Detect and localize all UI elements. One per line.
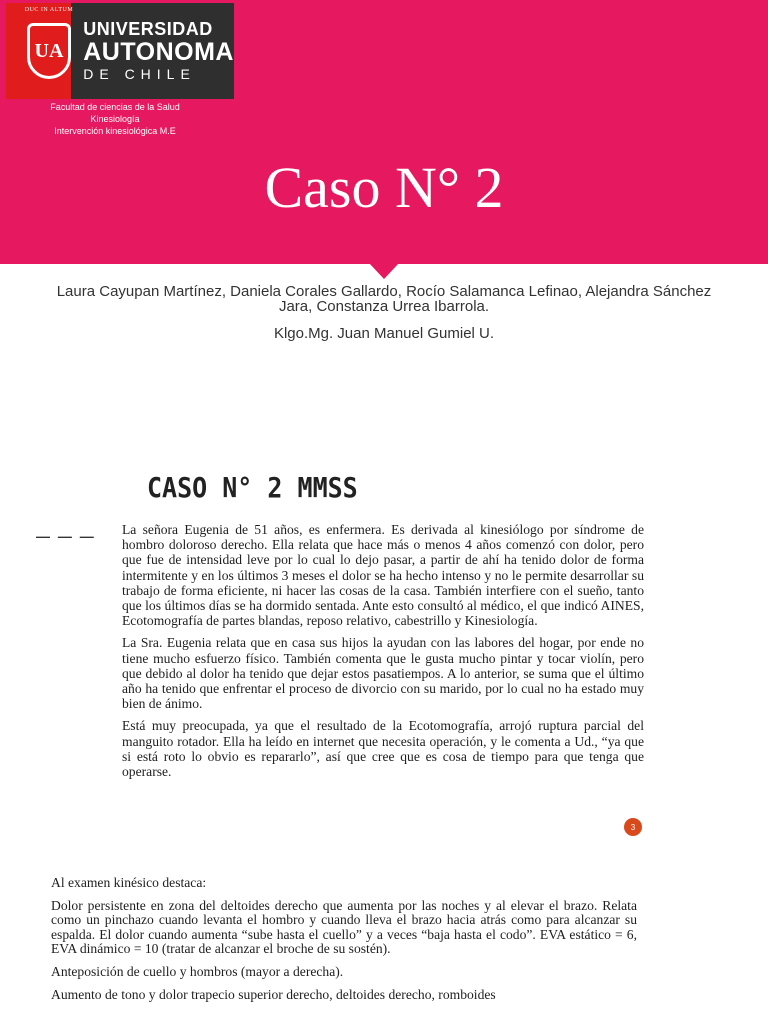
case-paragraph: Está muy preocupada, ya que el resultado de la Ecotomografía, arrojó ruptura parcial del manguito rotador. Ella ha leído en internet que necesita operación, y le comenta a Ud., “ya que si está roto lo obvio es repararlo”, así que cree que es cosa de tiempo para que tenga que operarse. — [122, 718, 644, 780]
page-number-badge: 3 — [624, 818, 642, 836]
logo-monogram: UA — [34, 39, 64, 62]
banner-pointer — [369, 263, 399, 279]
exam-paragraph: Anteposición de cuello y hombros (mayor a derecha). — [51, 963, 344, 979]
instructor-name: Klgo.Mg. Juan Manuel Gumiel U. — [273, 325, 495, 342]
exam-findings — [51, 876, 637, 1010]
university-logo — [6, 3, 234, 99]
exam-paragraph: Aumento de tono y dolor trapecio superior derecho, deltoides derecho, romboides — [51, 986, 496, 1002]
logo-emblem — [6, 3, 74, 99]
section-divider: — — — — [36, 528, 96, 544]
case-heading: CASO N° 2 MMSS — [147, 471, 358, 504]
case-description — [122, 522, 644, 786]
logo-line-3: DE CHILE — [83, 66, 196, 82]
logo-wordmark — [71, 3, 234, 99]
logo-line-2: AUTONOMA — [83, 38, 234, 66]
exam-paragraph: Dolor persistente en zona del deltoides derecho que aumenta por las noches y al elevar el brazo. Relata como un pinchazo cuando levanta el hombro y cuando lleva el brazo hacia atrás como para alcanzar su espalda. El dolor cuando aumenta “sube hasta el cuello” y a veces “baja hasta el codo”. EVA estático = 6, EVA dinámico = 10 (tratar de alcanzar el broche de su sostén). — [51, 897, 637, 957]
logo-line-1: UNIVERSIDAD — [83, 19, 213, 39]
case-paragraph: La Sra. Eugenia relata que en casa sus hijos la ayudan con las labores del hogar, por ende no tiene mucho esfuerzo físico. También comenta que le gusta mucho pintar y tocar violín, pero que debido al dolor ha tenido que dejar estos pasatiempos. A lo anterior, se suma que el último año ha tenido que enfrentar el proceso de divorcio con su marido, por lo cual no ha estado muy bien de ánimo. — [122, 635, 644, 712]
logo-motto: DUC IN ALTUM — [24, 7, 74, 13]
faculty-line: Kinesiología — [90, 114, 140, 124]
authors-list: Laura Cayupan Martínez, Daniela Corales Gallardo, Rocío Salamanca Lefinao, Alejandra Sánchez Jara, Constanza Urrea Ibarrola. — [56, 283, 712, 315]
case-paragraph: La señora Eugenia de 51 años, es enfermera. Es derivada al kinesiólogo por síndrome de hombro doloroso derecho. Ella relata que hace más o menos 4 años comenzó con dolor, pero que fue de intensidad leve por lo cual lo dejo pasar, a partir de ahí ha tenido dolor de forma intermitente y en los últimos 3 meses el dolor se ha hecho intenso y no le permite desarrollar su trabajo de forma eficiente, ni hacer las cosas de la casa. También interfiere con el sueño, tanto que los últimos días se ha dormido sentada. Ante esto consultó al médico, el que indicó AINES, Ecotomografía de partes blandas, reposo relativo, cabestrillo y Kinesiología. — [122, 522, 644, 629]
faculty-info — [30, 101, 200, 137]
faculty-line: Intervención kinesiológica M.E — [54, 126, 176, 136]
exam-intro: Al examen kinésico destaca: — [51, 875, 207, 890]
slide-title: Caso N° 2 — [264, 155, 504, 220]
faculty-line: Facultad de ciencias de la Salud — [50, 102, 180, 112]
shield-icon — [27, 23, 71, 79]
